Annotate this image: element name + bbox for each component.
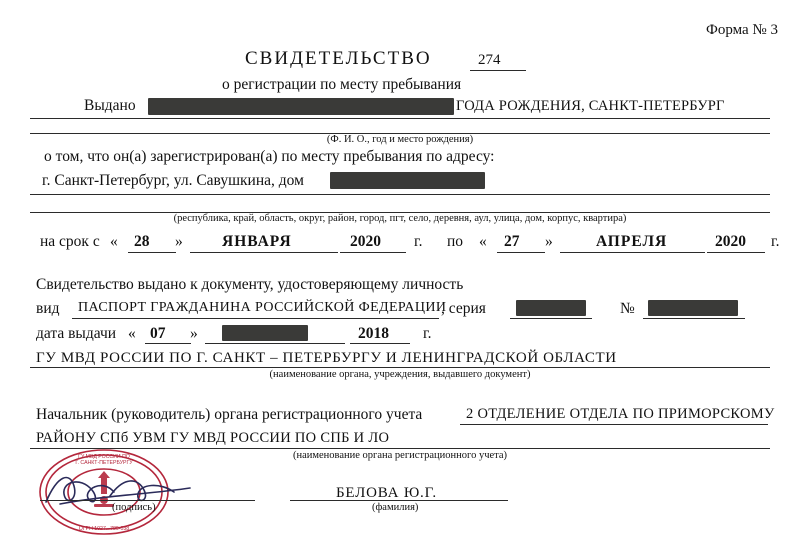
passport-series-redaction xyxy=(516,300,586,316)
term-from-g: г. xyxy=(414,233,423,250)
identity-issue-month-underline xyxy=(205,343,345,344)
term-po-label: по xyxy=(447,233,464,250)
chief-value-line1: 2 ОТДЕЛЕНИЕ ОТДЕЛА ПО ПРИМОРСКОМУ xyxy=(466,406,775,422)
term-from-month: ЯНВАРЯ xyxy=(222,233,292,250)
identity-issue-quote-close: » xyxy=(190,325,198,342)
term-from-year: 2020 xyxy=(350,233,381,250)
caption-address: (республика, край, область, округ, район, город, пгт, село, деревня, аул, улица, дом, корпус, квартира) xyxy=(173,213,627,224)
identity-intro: Свидетельство выдано к документу, удостоверяющему личность xyxy=(36,276,464,293)
identity-issue-year-underline xyxy=(350,343,410,344)
term-to-month-underline xyxy=(560,252,705,253)
term-from-quote-close: » xyxy=(175,233,183,250)
chief-label: Начальник (руководитель) органа регистрационного учета xyxy=(36,406,423,423)
svg-text:Г. САНКТ-ПЕТЕРБУРГУ: Г. САНКТ-ПЕТЕРБУРГУ xyxy=(75,460,133,466)
identity-series-label: , серия xyxy=(441,300,486,317)
identity-number-label: № xyxy=(620,300,635,317)
term-to-month: АПРЕЛЯ xyxy=(596,233,668,250)
identity-issue-year-suffix: г. xyxy=(423,325,432,342)
caption-authority: (наименование органа, учреждения, выдавшего документ) xyxy=(269,369,531,380)
identity-authority-underline xyxy=(30,367,770,368)
term-to-g: г. xyxy=(771,233,780,250)
form-number: Форма № 3 xyxy=(706,22,778,38)
caption-chief-body: (наименование органа регистрационного учета) xyxy=(292,450,508,461)
caption-signature: (подпись) xyxy=(112,502,156,513)
page-title: СВИДЕТЕЛЬСТВО xyxy=(245,48,432,69)
house-number-redaction xyxy=(330,172,485,189)
identity-kind-value: ПАСПОРТ ГРАЖДАНИНА РОССИЙСКОЙ ФЕДЕРАЦИИ xyxy=(78,300,447,315)
term-to-day-underline xyxy=(497,252,545,253)
identity-issue-date-label: дата выдачи xyxy=(36,325,117,342)
term-from-day-underline xyxy=(128,252,176,253)
chief-surname: БЕЛОВА Ю.Г. xyxy=(336,485,437,501)
registered-statement: о том, что он(а) зарегистрирован(а) по месту пребывания по адресу: xyxy=(44,148,495,165)
issued-label: Выдано xyxy=(84,97,136,114)
term-from-day: 28 xyxy=(134,233,150,250)
term-to-day: 27 xyxy=(504,233,520,250)
identity-issue-day: 07 xyxy=(150,325,166,342)
term-to-quote-open: « xyxy=(479,233,487,250)
issued-value-suffix: ГОДА РОЖДЕНИЯ, САНКТ-ПЕТЕРБУРГ xyxy=(456,98,725,114)
identity-kind-label: вид xyxy=(36,300,60,317)
term-to-year: 2020 xyxy=(715,233,746,250)
signature-underline xyxy=(40,500,255,501)
name-redaction xyxy=(148,98,454,115)
term-from-year-underline xyxy=(340,252,406,253)
certificate-number-underline xyxy=(470,70,526,71)
certificate-number: 274 xyxy=(478,52,501,68)
svg-text:ГУ МВД РОССИИ ПО: ГУ МВД РОССИИ ПО xyxy=(78,454,130,460)
identity-authority: ГУ МВД РОССИИ ПО Г. САНКТ – ПЕТЕРБУРГУ И ЛЕНИНГРАДСКОЙ ОБЛАСТИ xyxy=(36,350,617,366)
surname-underline xyxy=(290,500,508,501)
identity-kind-underline xyxy=(72,318,439,319)
caption-surname: (фамилия) xyxy=(372,502,419,513)
issued-rule xyxy=(30,118,770,119)
passport-number-redaction xyxy=(648,300,738,316)
identity-number-underline xyxy=(643,318,745,319)
term-from-month-underline xyxy=(190,252,338,253)
identity-issue-day-underline xyxy=(145,343,191,344)
page-subtitle: о регистрации по месту пребывания xyxy=(222,76,462,93)
term-to-year-underline xyxy=(707,252,765,253)
address-value: г. Санкт-Петербург, ул. Савушкина, дом xyxy=(42,172,304,189)
chief-value-line2: РАЙОНУ СПб УВМ ГУ МВД РОССИИ ПО СПБ И ЛО xyxy=(36,430,390,446)
caption-fio: (Ф. И. О., год и место рождения) xyxy=(326,134,474,145)
identity-issue-quote-open: « xyxy=(128,325,136,342)
address-rule-1 xyxy=(30,194,770,195)
identity-series-underline xyxy=(510,318,592,319)
identity-issue-year: 2018 xyxy=(358,325,389,342)
chief-value-underline-1 xyxy=(460,424,768,425)
term-to-quote-close: » xyxy=(545,233,553,250)
svg-text:ОГРН 1027.. 789-038: ОГРН 1027.. 789-038 xyxy=(78,526,130,532)
term-prefix: на срок с xyxy=(40,233,100,250)
term-from-quote-open: « xyxy=(110,233,118,250)
issue-month-redaction xyxy=(222,325,308,341)
